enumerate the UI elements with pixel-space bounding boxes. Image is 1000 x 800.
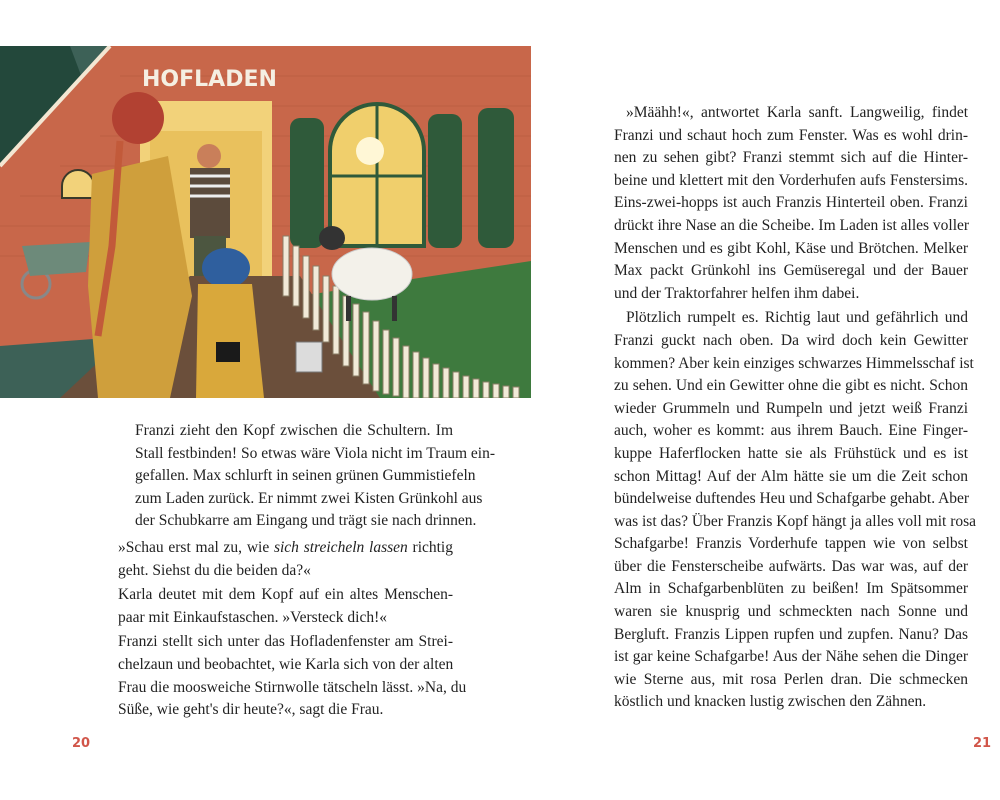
text-line: kuppe Haferflocken hatte sie als Frühstück und es ist [614, 444, 968, 462]
right-page-text [614, 102, 977, 714]
shop-sign-text: HOFLADEN [142, 67, 277, 92]
text-run: »Schau erst mal zu, wie [118, 538, 274, 556]
text-line: Max packt Grünkohl ins Gemüseregal und der Bauer [614, 262, 968, 280]
text-line: schon Mittag! Auf der Alm hätte sie um die Zeit schon [614, 467, 968, 485]
text-line: Franzi stellt sich unter das Hofladenfenster am Strei- [118, 633, 453, 651]
left-page-text [118, 420, 496, 722]
text-line: Schafgarbe! Franzis Vorderhufe tappen wie von selbst [614, 535, 968, 553]
text-line: paar mit Einkaufstaschen. »Versteck dich!« [118, 608, 388, 626]
text-line: Frau die moosweiche Stirnwolle tätscheln lässt. »Na, du [118, 678, 467, 696]
text-line: Franzi und schaut hoch zum Fenster. Was es wohl drin- [614, 126, 968, 144]
text-line: der Schubkarre am Eingang und trägt sie nach drinnen. [135, 512, 477, 530]
text-line: Karla deutet mit dem Kopf auf ein altes Menschen- [118, 586, 453, 604]
paragraph [118, 537, 453, 582]
text-line: gefallen. Max schlurft in seinen grünen Gummistiefeln [135, 467, 476, 485]
text-line: wie Sterne aus, mit rosa Perlen dran. Die schmecken [614, 670, 968, 688]
text-line: Franzi zieht den Kopf zwischen die Schultern. Im [135, 422, 453, 439]
text-line: »Määhh!«, antwortet Karla sanft. Langweilig, findet [626, 104, 968, 121]
text-line: bündelweise duftendes Heu und Schafgarbe gehabt. Aber [614, 490, 970, 508]
paragraph [118, 631, 467, 721]
text-line: Menschen und es gibt Kohl, Käse und Brötchen. Melker [614, 239, 968, 257]
paragraph [614, 102, 968, 305]
text-line: Stall festbinden! So etwas wäre Viola nicht im Traum ein- [135, 444, 496, 462]
farm-shop-illustration [0, 46, 531, 398]
paragraph [118, 420, 496, 533]
emphasis-text: sich streicheln lassen [273, 538, 408, 556]
paragraph [118, 584, 453, 629]
text-line: und der Traktorfahrer helfen ihm dabei. [614, 284, 860, 302]
text-line: über die Fensterscheibe aufwärts. Das war was, auf der [614, 557, 968, 575]
right-page [500, 0, 1000, 800]
text-line: beine und klettert mit den Vorderhufen aufs Fenstersims. [614, 171, 968, 189]
text-run: richtig [407, 538, 453, 556]
text-line: köstlich und knacken lustig zwischen den Zähnen. [614, 693, 927, 711]
text-line: was ist das? Über Franzis Kopf hängt ja alles voll mit rosa [614, 512, 977, 530]
text-line: auch, woher es kommt: aus ihrem Bauch. Eine Finger- [614, 422, 968, 440]
text-line: waren sie knusprig und schmeckten nach Sonne und [614, 603, 968, 621]
text-line: chelzaun und beobachtet, wie Karla sich von der alten [118, 655, 454, 673]
text-line: zu sehen. Und ein Gewitter ohne die gibt es nicht. Schon [614, 377, 968, 395]
page-number: 20 [72, 736, 91, 751]
text-line: nen zu sehen gibt? Franzi stemmt sich auf die Hinter- [614, 149, 968, 167]
text-line: Süße, wie geht's dir heute?«, sagt die Frau. [118, 701, 384, 719]
text-line: Alm in Schafgarbenblüten zu beißen! Im Spätsommer [614, 580, 968, 598]
text-line: Eins-zwei-hopps ist auch Franzis Hinterteil oben. Franzi [614, 194, 968, 212]
text-line: Franzi guckt nach oben. Da wird doch kein Gewitter [614, 331, 968, 349]
text-line: geht. Siehst du die beiden da?« [118, 561, 311, 579]
page-number: 21 [973, 736, 992, 751]
text-line: Plötzlich rumpelt es. Richtig laut und gefährlich und [626, 309, 968, 327]
text-line: ist gar keine Schafgarbe! Aus der Nähe sehen die Dinger [614, 648, 968, 666]
paragraph [614, 307, 977, 714]
text-line: zum Laden zurück. Er nimmt zwei Kisten Grünkohl aus [135, 489, 483, 507]
text-line: Bergluft. Franzis Lippen rupfen und zupfen. Nanu? Das [614, 625, 968, 643]
text-line: drückt ihre Nase an die Scheibe. Im Laden ist alles voller [614, 216, 970, 234]
text-line [118, 537, 453, 560]
text-line: wieder Grummeln und Rumpeln und jetzt weiß Franzi [614, 399, 968, 417]
text-line: kommen? Aber kein einziges schwarzes Himmelsschaf ist [614, 354, 974, 372]
